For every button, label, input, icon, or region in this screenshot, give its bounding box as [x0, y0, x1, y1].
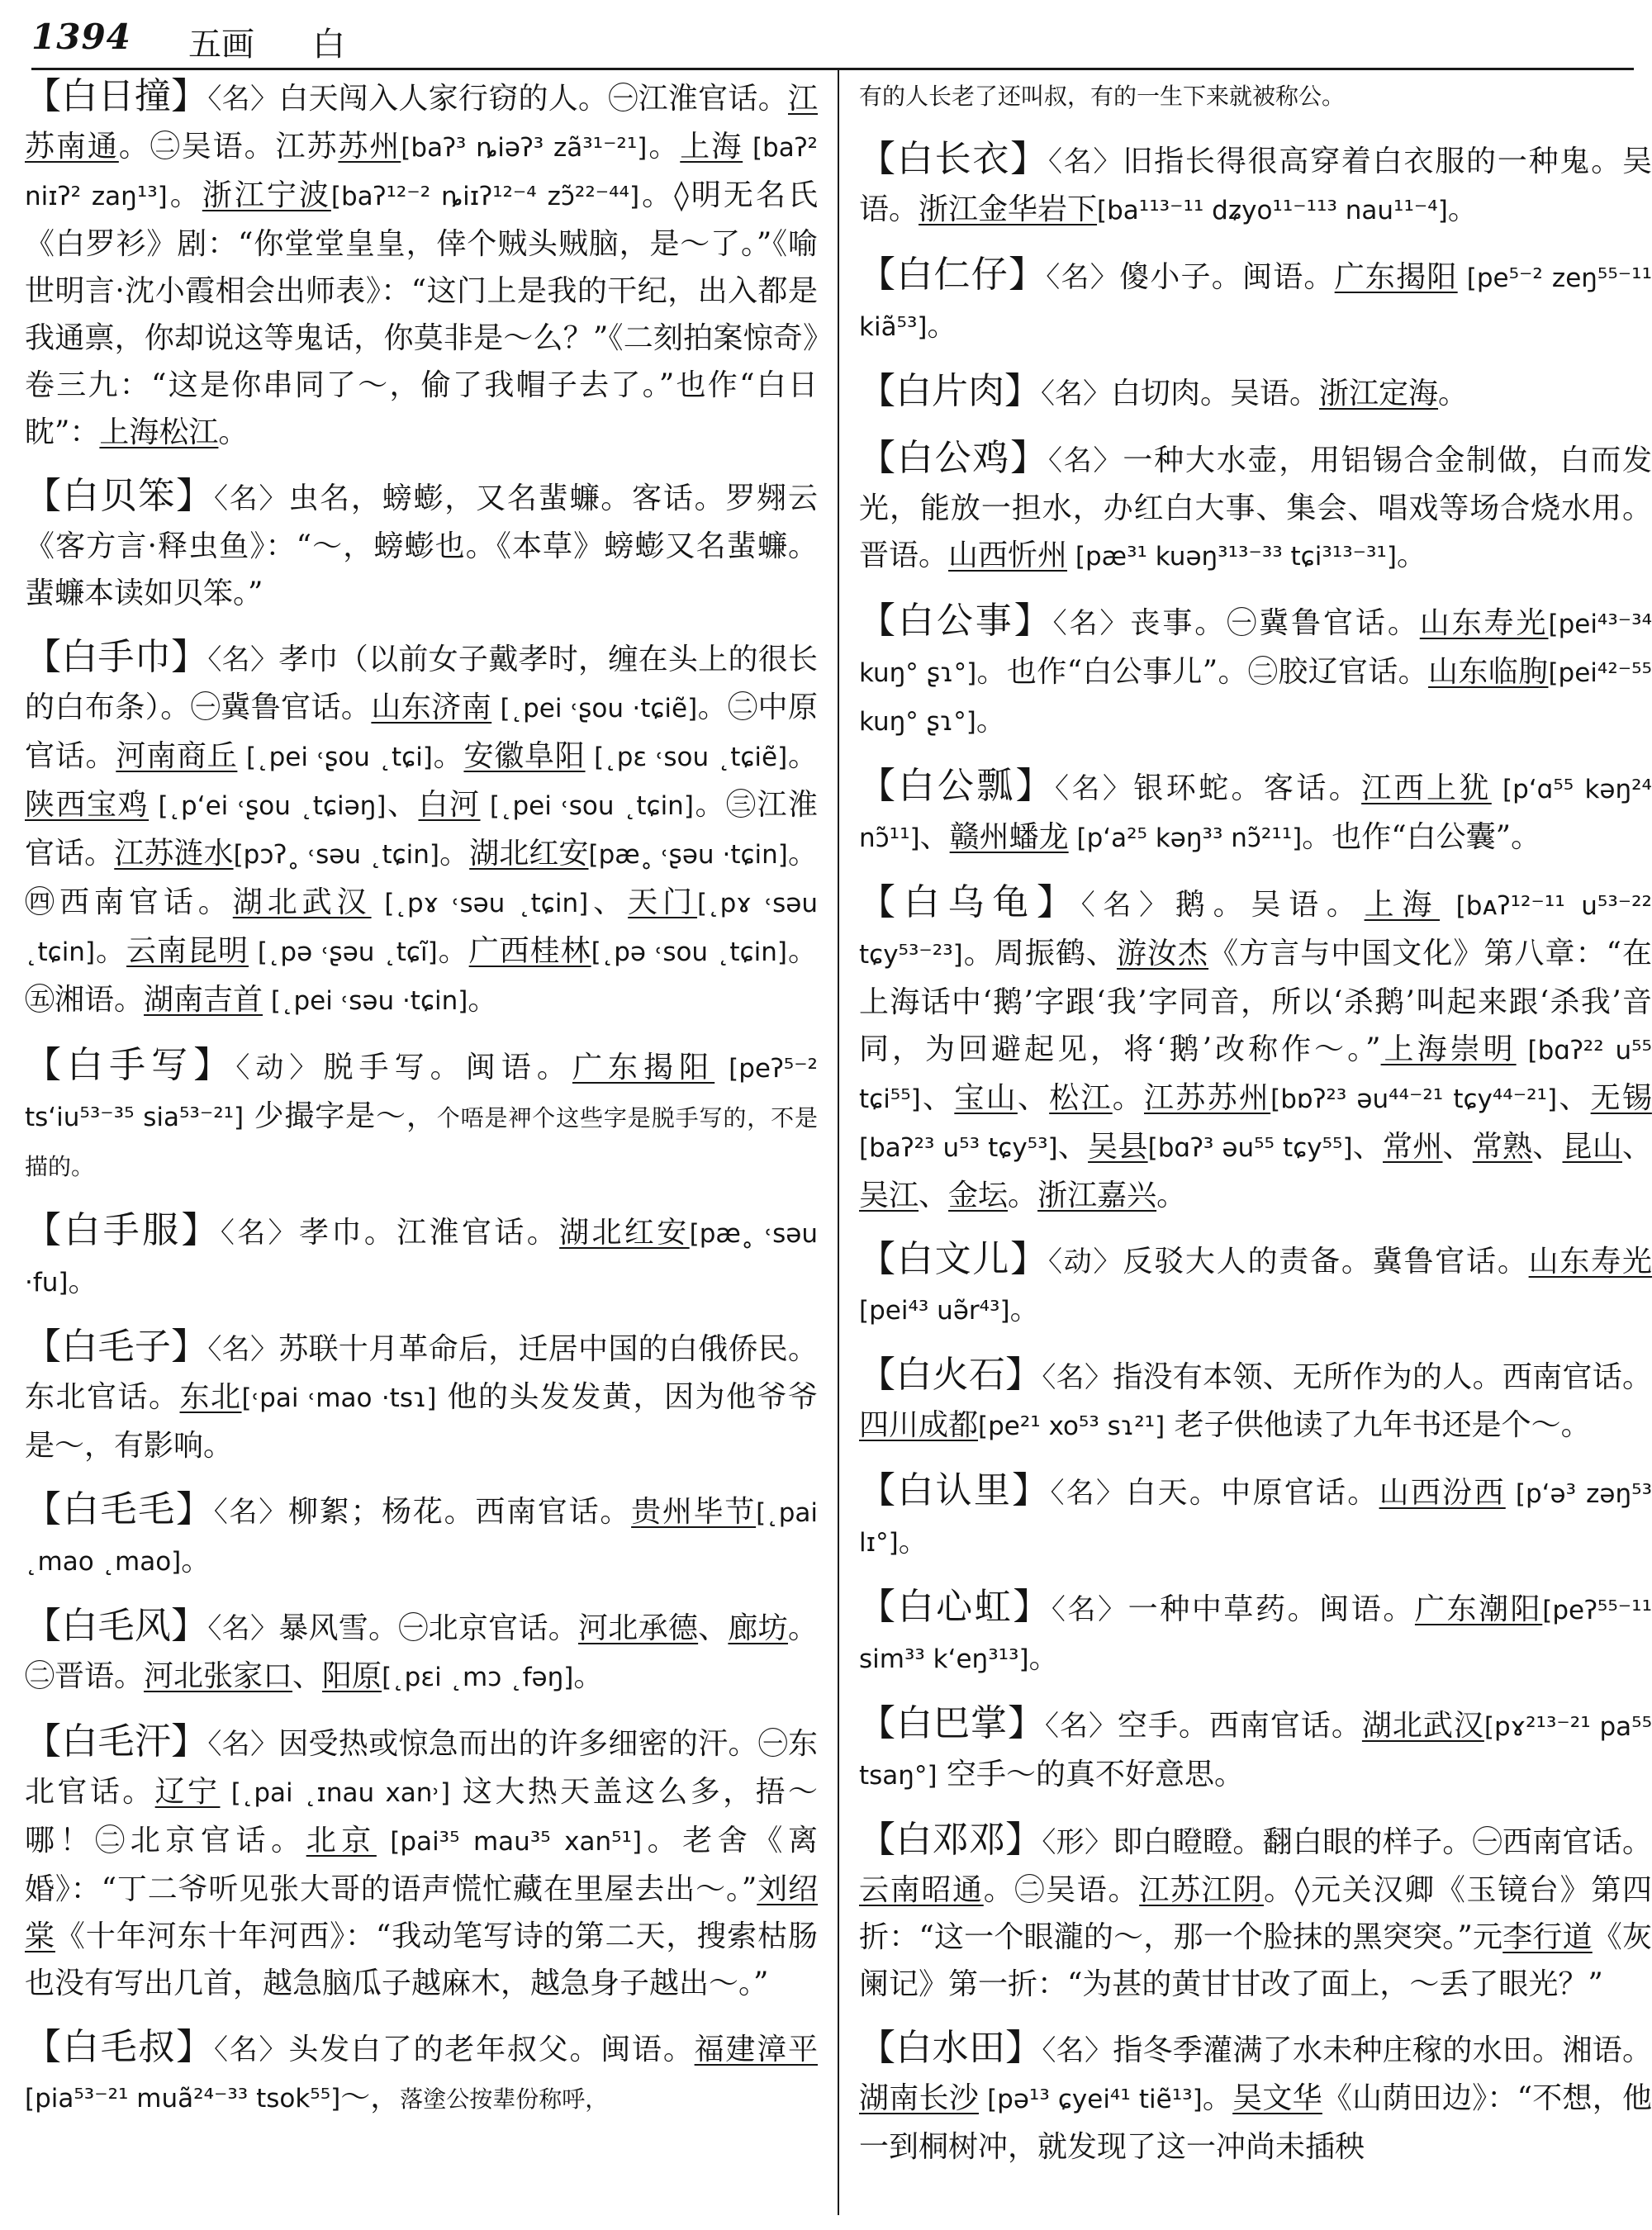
entry-text: 、 [1557, 1081, 1591, 1115]
entry-text: 《灰阑记》第一折：“为甚的黄甘甘改了面上，～丢了眼光？” [859, 1920, 1652, 2001]
entry-text: 。 [468, 983, 498, 1017]
entry-bai-wu-gui [859, 879, 1652, 1219]
place-name: 吴江 [859, 1179, 919, 1212]
place-name: 上海 [1364, 888, 1441, 922]
entry-text: 。 [95, 934, 127, 968]
entry-gloss: 有的人长老了还叫叔，有的一生下来就被称公。 [859, 83, 1346, 110]
entry-headword: 【白贝笨】 [25, 475, 214, 517]
entry-bai-pian-rou [859, 368, 1652, 418]
entry-text: 空手。西南官话。 [1117, 1709, 1362, 1743]
entry-gloss: 个唔是䘥个这些字是脱手写的，不是描的。 [25, 1104, 818, 1180]
entry-text: 柳絮；杨花。西南官话。 [287, 1495, 632, 1529]
pronunciation: [bɑʔ²² u⁵⁵ tɕi⁵⁵] [859, 1036, 1652, 1114]
entry-text: 。 [1112, 1081, 1145, 1115]
entry-text: 《十年河东十年河西》：“我动笔写诗的第二天，搜索枯肠也没有写出几首，越急脑瓜子越麻木，越急身子越出～。” [25, 1919, 818, 2000]
entry-bai-deng-deng [859, 1816, 1652, 2008]
entry-headword: 【白毛汗】 [25, 1720, 208, 1763]
place-name: 贵州毕节 [631, 1495, 757, 1529]
part-of-speech: 〈名〉 [207, 1333, 279, 1366]
entry-text: 、 [1532, 1130, 1563, 1164]
part-of-speech: 〈动〉 [1047, 1245, 1123, 1279]
entry-text: 。㊂江淮官话。 [25, 788, 818, 871]
entry-bai-gong-piao [859, 762, 1652, 862]
entry-headword: 【白公鸡】 [859, 437, 1048, 479]
place-name: 云南昆明 [126, 934, 249, 968]
pronunciation: [˛pei ˓ʂou ˛tɕi] [237, 743, 433, 772]
part-of-speech: 〈名〉 [207, 643, 279, 676]
entry-text: 、 [1017, 1081, 1050, 1115]
entry-text: 老子供他读了九年书还是个～。 [1165, 1408, 1591, 1442]
entry-bai-gong-shi [859, 597, 1652, 746]
entry-bai-mao-han [25, 1718, 818, 2007]
entry-text: 因受热或惊急而出的许多细密的汗。㊀东北官话。 [25, 1727, 818, 1809]
entry-text: 。 [1008, 1179, 1038, 1212]
entry-bai-shou-jin [25, 633, 818, 1025]
entry-text: 丧事。㊀冀鲁官话。 [1130, 606, 1420, 640]
pronunciation: [pæ˳ ˓ʂəu ·tɕin] [588, 840, 788, 870]
place-name: 四川成都 [859, 1408, 979, 1442]
pronunciation: [˛pɤ ˓səu ˛tɕin] [371, 889, 589, 918]
entry-bai-ren-li [859, 1467, 1652, 1567]
place-name: 山东济南 [371, 690, 492, 724]
entry-text: 。 [167, 178, 202, 212]
entry-text: 鹅。吴语。 [1175, 888, 1365, 922]
entry-text: 。㊁吴语。江苏 [118, 130, 339, 164]
entry-text: 。周振鹤、 [962, 937, 1117, 970]
entry-text: 。老舍《离婚》：“丁二爷听见张大哥的语声慌忙藏在里屋去出～。” [25, 1824, 818, 1906]
entry-text: 银环蛇。客话。 [1133, 771, 1362, 805]
part-of-speech: 〈名〉 [1046, 261, 1119, 294]
entry-text: 、 [919, 820, 950, 854]
entry-text: 。 [898, 1525, 928, 1559]
pronunciation: [˛pei ˓sou ˛tɕin] [480, 791, 694, 821]
place-name: 白河 [418, 788, 481, 822]
entry-text: 《山荫田边》：“不想，他一到桐树冲，就发现了这一冲尚未插秧 [859, 2081, 1652, 2164]
entry-text: 。㊁吴语。 [983, 1873, 1140, 1907]
entry-bai-mao-shu [25, 2024, 818, 2123]
pronunciation: [˛pʻei ˓ʂou ˛tɕiəŋ] [149, 791, 387, 821]
entry-text: 一种中草药。闽语。 [1127, 1592, 1415, 1626]
pronunciation: [˓pai ˓mao ·tsɿ] [241, 1383, 437, 1413]
part-of-speech: 〈名〉 [1044, 1710, 1118, 1743]
place-name: 广东潮阳 [1414, 1592, 1543, 1626]
pronunciation: [pe⁵⁻² zeŋ⁵⁵⁻¹¹ kiã⁵³] [859, 263, 1652, 342]
right-column [859, 73, 1652, 2220]
entry-text: 。 [1396, 539, 1427, 572]
entry-text: 。也作“白公囊”。 [1302, 820, 1541, 854]
pronunciation: [pæ³¹ kuəŋ³¹³⁻³³ tɕi³¹³⁻³¹] [1067, 542, 1397, 572]
entry-text: 、 [919, 1179, 949, 1212]
place-name: 陕西宝鸡 [25, 788, 150, 822]
place-name: 广东揭阳 [572, 1051, 715, 1084]
entry-headword: 【白手服】 [25, 1209, 221, 1251]
place-name: 苏州 [338, 130, 401, 164]
part-of-speech: 〈名〉 [1052, 607, 1131, 640]
entry-text: ～， [340, 2081, 401, 2114]
pronunciation: [˛pai ˛ɪnau xan˒] [220, 1778, 451, 1808]
entry-headword: 【白毛风】 [25, 1605, 208, 1647]
entry-headword: 【白文儿】 [859, 1238, 1048, 1280]
entry-headword: 【白毛叔】 [25, 2026, 214, 2068]
entry-text: 。㊁晋语。 [25, 1611, 818, 1693]
entry-headword: 【白片肉】 [859, 370, 1041, 412]
entry-text: 。 [1028, 1641, 1059, 1675]
pronunciation: [pɤ²¹³⁻²¹ pa⁵⁵ tsaŋ°] [859, 1712, 1652, 1791]
place-name: 北京 [306, 1824, 377, 1858]
place-name: 东北 [179, 1380, 242, 1414]
entry-text: 。㊄湘语。 [25, 934, 818, 1017]
part-of-speech: 〈名〉 [213, 482, 289, 515]
entry-gloss: 落塗公按辈份称呼， [400, 2085, 609, 2113]
entry-text: 。 [1447, 192, 1478, 226]
entry-text: 即白瞪瞪。翻白眼的样子。㊀西南官话。 [1113, 1825, 1652, 1859]
page-number: 1394 [31, 17, 131, 57]
pronunciation: [baʔ² niɪʔ² zaŋ¹³] [25, 133, 818, 211]
place-name: 山东寿光 [1528, 1245, 1652, 1279]
place-name: 江苏江阴 [1139, 1873, 1264, 1907]
place-name: 浙江金华岩下 [919, 192, 1098, 226]
author-name: 李行道 [1502, 1920, 1593, 1954]
pronunciation: [˛pə ˓sou ˛tɕin] [591, 937, 787, 967]
entry-bai-mao-mao [25, 1486, 818, 1586]
entry-bai-ba-zhang [859, 1700, 1652, 1800]
entry-text: 、 [386, 788, 419, 822]
entry-text: 、 [1442, 1130, 1473, 1164]
pronunciation: [˛pei ˓ʂou ·tɕiẽ] [491, 694, 698, 724]
place-name: 辽宁 [154, 1775, 221, 1809]
entry-headword: 【白毛子】 [25, 1326, 208, 1368]
place-name: 云南昭通 [859, 1873, 984, 1907]
entry-text: 孝巾。江淮官话。 [299, 1216, 560, 1250]
pronunciation: [pɔʔ˳ ˓səu ˛tɕin] [233, 840, 440, 870]
place-name: 福建漳平 [694, 2033, 818, 2066]
pronunciation: [pæ˳ ˓səu ·fu] [25, 1219, 818, 1298]
place-name: 常州 [1383, 1130, 1443, 1164]
pronunciation: [pia⁵³⁻²¹ muã²⁴⁻³³ tsok⁵⁵] [25, 2084, 341, 2114]
entry-headword: 【白水田】 [859, 2027, 1042, 2069]
entry-text: 。 [1438, 377, 1469, 410]
entry-bai-shou-xie [25, 1041, 818, 1190]
entry-headword: 【白长衣】 [859, 138, 1048, 180]
pronunciation: [˛pɛ ˓sou ˛tɕiẽ] [585, 743, 788, 772]
place-name: 湖北武汉 [232, 885, 372, 919]
entry-text: 。㊃西南官话。 [25, 837, 818, 919]
pronunciation: [baʔ³ ȵiəʔ³ zã³¹⁻²¹] [401, 133, 648, 163]
place-name: 安徽阜阳 [463, 739, 586, 773]
pronunciation: [pe²¹ xo⁵³ sɿ²¹] [978, 1412, 1165, 1441]
pronunciation: [pei⁴²⁻⁵⁵ kuŋ° ʂɿ°] [859, 658, 1652, 737]
entry-text: 。也作“白公事儿”。㊁胶辽官话。 [976, 655, 1429, 689]
column-divider [838, 68, 839, 2215]
entry-text: 。 [647, 130, 681, 164]
place-name: 山东寿光 [1419, 606, 1549, 640]
pronunciation: [pei⁴³⁻³⁴ kuŋ° ʂɿ°] [859, 610, 1652, 688]
pronunciation: [baʔ¹²⁻² ȵiɪʔ¹²⁻⁴ zɔ̃²²⁻⁴⁴] [330, 182, 640, 211]
header-section: 五画 [188, 26, 254, 64]
place-name: 江苏涟水 [114, 837, 234, 871]
place-name: 金坛 [948, 1179, 1009, 1212]
entry-text: 苏联十月革命后，迁居中国的白俄侨民。东北官话。 [25, 1332, 818, 1414]
entry-bai-huo-shi [859, 1351, 1652, 1450]
place-name: 山西忻州 [948, 539, 1068, 572]
entry-text: 反驳大人的责备。冀鲁官话。 [1123, 1245, 1529, 1279]
author-name: 刘绍棠 [25, 1872, 818, 1953]
entry-text: 。 [927, 309, 957, 343]
entry-text: 、 [1057, 1130, 1089, 1164]
entry-text: 、 [1352, 1130, 1384, 1164]
part-of-speech: 〈动〉 [235, 1051, 324, 1084]
place-name: 上海 [680, 130, 743, 164]
entry-text: 旧指长得很高穿着白衣服的一种鬼。吴语。 [859, 145, 1652, 226]
place-name: 湖北红安 [469, 837, 589, 871]
part-of-speech: 〈形〉 [1042, 1826, 1113, 1859]
author-name: 吴文华 [1232, 2081, 1322, 2115]
header-char: 白 [312, 26, 345, 64]
pronunciation: [bɑʔ³ əu⁵⁵ tɕy⁵⁵] [1147, 1133, 1353, 1163]
entry-bai-wen-er [859, 1236, 1652, 1335]
place-name: 河北张家口 [144, 1659, 293, 1693]
part-of-speech: 〈名〉 [207, 1728, 279, 1761]
entry-headword: 【白手巾】 [25, 636, 208, 678]
author-name: 游汝杰 [1116, 937, 1209, 970]
pronunciation: [pai³⁵ mau³⁵ xan⁵¹] [376, 1827, 643, 1857]
entry-text: 。 [976, 704, 1006, 738]
part-of-speech: 〈名〉 [207, 1612, 279, 1645]
entry-text: 。 [1202, 2081, 1233, 2115]
place-name: 湖北红安 [559, 1216, 690, 1250]
pronunciation: [˛pɛi ˛mɔ ˛fəŋ] [382, 1663, 574, 1692]
place-name: 湖南长沙 [859, 2081, 979, 2115]
entry-text: 空手～的真不好意思。 [937, 1758, 1244, 1791]
entry-text: 傻小子。闽语。 [1118, 260, 1335, 294]
entry-bai-bei-ben [25, 472, 818, 617]
place-name: 常熟 [1472, 1130, 1533, 1164]
entry-bai-ren-zai [859, 251, 1652, 351]
part-of-speech: 〈名〉 [213, 2033, 289, 2066]
part-of-speech: 〈名〉 [1047, 444, 1123, 477]
entry-bai-mao-feng [25, 1602, 818, 1701]
page-header [31, 10, 1634, 70]
place-name: 湖北武汉 [1361, 1709, 1484, 1743]
entry-headword: 【白乌龟】 [859, 881, 1081, 923]
part-of-speech: 〈名〉 [207, 83, 279, 116]
part-of-speech: 〈名〉 [1047, 145, 1123, 178]
entry-text: 。 [1156, 1179, 1187, 1212]
entry-text: 他的头发发黄，因为他爷爷是～，有影响。 [25, 1380, 818, 1463]
place-name: 阳原 [322, 1659, 382, 1693]
entry-text: 脱手写。闽语。 [323, 1051, 572, 1084]
part-of-speech: 〈名〉 [1041, 377, 1111, 410]
entry-bai-chang-yi [859, 135, 1652, 235]
entry-text: 《方言与中国文化》第八章：“在上海话中‘鹅’字跟‘我’字同音，所以‘杀鹅’叫起来跟‘杀我’音同，为回避起见，将‘鹅’改称作～。” [859, 937, 1652, 1066]
pronunciation: [˛pɤ ˓səu ˛tɕin] [25, 889, 818, 967]
entry-text: 。 [181, 1544, 211, 1578]
place-name: 廊坊 [728, 1611, 788, 1645]
entry-headword: 【白巴掌】 [859, 1702, 1045, 1744]
place-name: 山东临朐 [1428, 655, 1549, 689]
place-name: 广西桂林 [468, 934, 591, 968]
place-name: 浙江嘉兴 [1037, 1179, 1157, 1212]
pronunciation: [˛pai ˛mao ˛mao] [25, 1498, 818, 1577]
entry-text: 。 [787, 739, 818, 773]
place-name: 浙江宁波 [202, 178, 331, 212]
entry-text: 。◊元关汉卿《玉镜台》第四折：“这一个眼瀧的～，那一个脸抹的黑突突。”元 [859, 1873, 1652, 1954]
entry-headword: 【白公事】 [859, 600, 1053, 642]
pronunciation: [bᴀʔ¹²⁻¹¹ u⁵³⁻²² tɕy⁵³⁻²³] [859, 891, 1652, 970]
entry-text: 。 [432, 739, 464, 773]
pronunciation: [peʔ⁵⁵⁻¹¹ sim³³ kʻeŋ³¹³] [859, 1596, 1652, 1674]
entry-text: 。 [218, 415, 249, 449]
entry-headword: 【白火石】 [859, 1354, 1042, 1396]
entry-bai-ri-zhuang [25, 73, 818, 456]
part-of-speech: 〈名〉 [213, 1496, 288, 1529]
place-name: 广东揭阳 [1334, 260, 1458, 294]
entry-text: 、 [588, 885, 629, 919]
pronunciation: [pʻə³ zəŋ⁵³ lɪ°] [859, 1479, 1652, 1558]
entry-text: 一种大水壶，用铝锡合金制做，白而发光，能放一担水，办红白大事、集会、唱戏等场合烧水用。晋语。 [859, 444, 1652, 572]
pronunciation: [peʔ⁵⁻² tsʻiu⁵³⁻³⁵ sia⁵³⁻²¹] [25, 1054, 818, 1132]
pronunciation: [pə¹³ ɕyei⁴¹ tiẽ¹³] [978, 2085, 1203, 2114]
entry-text: 。◊明无名氏《白罗衫》剧：“你堂堂皇皇，倖个贼头贼脑，是～了。”《喻世明言·沈小霞相会出师表》：“这门上是我的干纪，出入都是我通禀，你却说这等鬼话，你莫非是～么？”《二刻拍案惊奇》卷三九：“这是你串同了～，偷了我帽子去了。”也作“白日眈”： [25, 178, 818, 449]
part-of-speech: 〈名〉 [1055, 772, 1134, 805]
place-name: 河南商丘 [116, 739, 238, 773]
pronunciation: [˛pei ˓səu ·tɕin] [263, 986, 468, 1016]
entry-headword: 【白心虹】 [859, 1586, 1051, 1628]
pronunciation: [pei⁴³ uə̃r⁴³] [859, 1296, 1010, 1326]
entry-text: 指冬季灌满了水未种庄稼的水田。湘语。 [1113, 2033, 1652, 2067]
entry-bai-gong-ji [859, 434, 1652, 581]
entry-text: 。 [573, 1659, 604, 1693]
part-of-speech: 〈名〉 [1050, 1477, 1127, 1510]
pronunciation: [bɒʔ²³ əu⁴⁴⁻²¹ tɕy⁴⁴⁻²¹] [1270, 1084, 1558, 1114]
place-name: 上海崇明 [1380, 1032, 1517, 1066]
part-of-speech: 〈名〉 [1051, 1593, 1128, 1626]
entry-text: 孝巾（以前女子戴孝时，缠在头上的很长的白布条）。㊀冀鲁官话。 [25, 643, 818, 724]
entry-bai-shui-tian [859, 2024, 1652, 2171]
place-name: 上海松江 [99, 415, 219, 449]
place-name: 江苏苏州 [1144, 1081, 1271, 1115]
pronunciation: [pʻɑ⁵⁵ kəŋ²⁴ nɔ̃¹¹] [859, 775, 1652, 853]
entry-headword: 【白仁仔】 [859, 254, 1047, 296]
place-name: 松江 [1049, 1081, 1113, 1115]
entry-bai-xin-hong [859, 1583, 1652, 1683]
entry-text: 少撮字是～， [244, 1099, 437, 1133]
place-name: 无锡 [1590, 1081, 1652, 1115]
place-name: 湖南吉首 [144, 983, 263, 1017]
entry-text: 。 [68, 1264, 98, 1298]
pronunciation: [pʻa²⁵ kəŋ³³ nɔ̃²¹¹] [1068, 823, 1303, 853]
entry-text: 。㊁中原官话。 [25, 690, 818, 773]
entry-text: 暴风雪。㊀北京官话。 [278, 1611, 579, 1645]
entry-text: 指没有本领、无所作为的人。西南官话。 [1113, 1360, 1652, 1394]
entry-text: 、 [920, 1081, 955, 1115]
entry-text: 这大热天盖这么多，捂～哪！㊁北京官话。 [25, 1775, 818, 1858]
left-column [25, 73, 818, 2220]
entry-bai-shou-fu [25, 1207, 818, 1307]
part-of-speech: 〈名〉 [1042, 1361, 1113, 1394]
entry-headword: 【白毛毛】 [25, 1488, 214, 1530]
place-name: 昆山 [1562, 1130, 1622, 1164]
place-name: 江苏南通 [25, 82, 818, 164]
entry-text: 、 [1621, 1130, 1652, 1164]
place-name: 宝山 [954, 1081, 1018, 1115]
entry-text: 白天。中原官话。 [1126, 1476, 1379, 1510]
entry-text: 白切肉。吴语。 [1111, 377, 1320, 410]
entry-headword: 【白手写】 [25, 1044, 236, 1086]
entry-text: 。 [437, 934, 469, 968]
pronunciation: [˛pə ˓ʂəu ˛tɕĩ] [249, 937, 438, 967]
entry-headword: 【白邓邓】 [859, 1819, 1042, 1861]
entry-text: 、 [292, 1659, 323, 1693]
pronunciation: [ba¹¹³⁻¹¹ dʑyo¹¹⁻¹¹³ nau¹¹⁻⁴] [1097, 196, 1448, 225]
place-name: 天门 [628, 885, 698, 919]
entry-text: 。 [1009, 1293, 1040, 1326]
part-of-speech: 〈名〉 [1042, 2034, 1113, 2067]
entry-text: 白天闯入人家行窃的人。㊀江淮官话。 [278, 82, 788, 116]
entry-headword: 【白认里】 [859, 1469, 1051, 1511]
place-name: 吴县 [1088, 1130, 1148, 1164]
pronunciation: [baʔ²³ u⁵³ tɕy⁵³] [859, 1133, 1058, 1163]
place-name: 赣州蟠龙 [949, 820, 1069, 854]
entry-text: 头发白了的老年叔父。闽语。 [288, 2033, 695, 2066]
entry-text: 。 [439, 837, 470, 871]
place-name: 河北承德 [578, 1611, 699, 1645]
entry-headword: 【白公瓢】 [859, 765, 1056, 807]
entry-bai-mao-zi [25, 1323, 818, 1469]
part-of-speech: 〈名〉 [1080, 889, 1175, 922]
place-name: 山西汾西 [1379, 1476, 1506, 1510]
entry-headword: 【白日撞】 [25, 75, 208, 117]
entry-text: 、 [698, 1611, 729, 1645]
entry-continuation [859, 73, 1652, 119]
part-of-speech: 〈名〉 [220, 1217, 300, 1250]
place-name: 江西上犹 [1361, 771, 1492, 805]
entry-text: 虫名，螃蟛，又名蜚蠊。客话。罗翙云《客方言·释虫鱼》：“～，螃蟛也。《本草》螃蟛又名蜚蠊。蜚蠊本读如贝笨。” [25, 482, 818, 610]
place-name: 浙江定海 [1319, 377, 1439, 410]
